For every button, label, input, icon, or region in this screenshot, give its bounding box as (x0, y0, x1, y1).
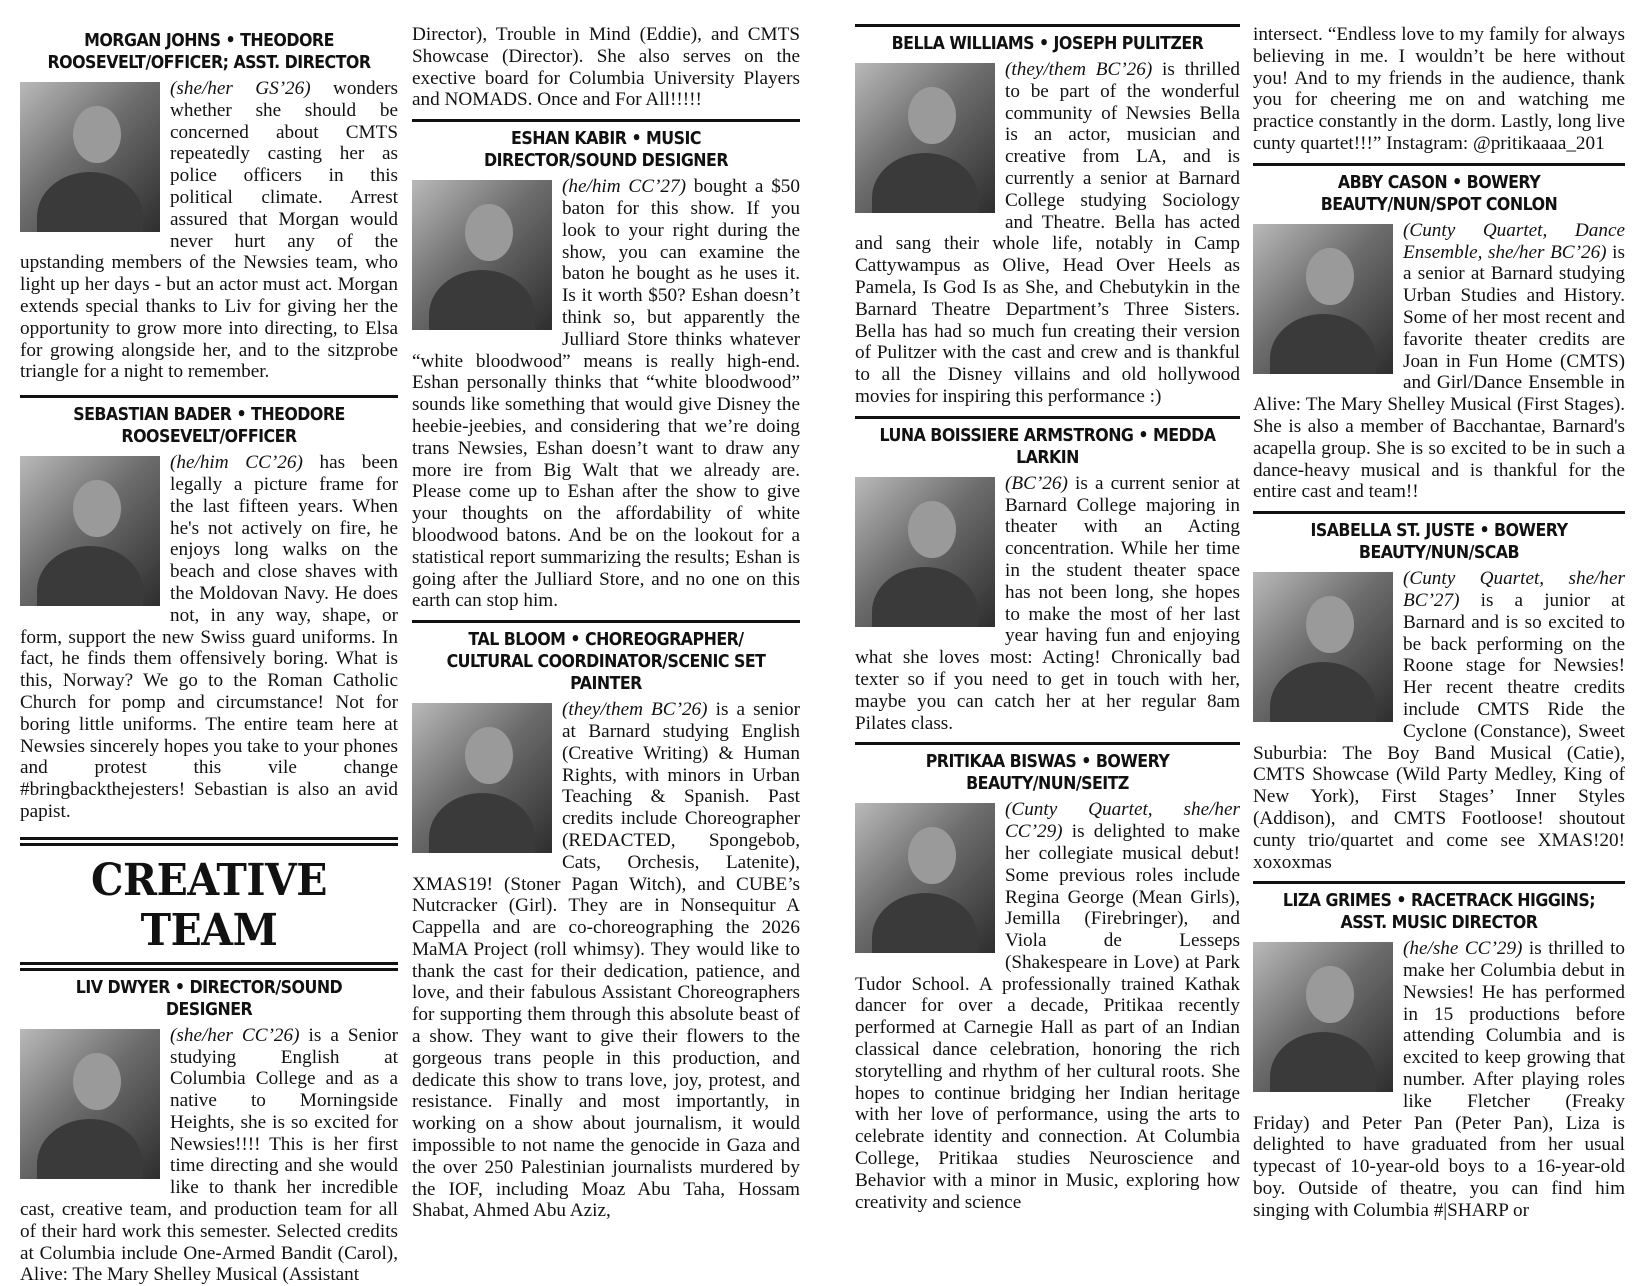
headshot-photo (20, 1029, 160, 1179)
section-divider (20, 837, 398, 846)
bio-pritikaa-biswas-continued: intersect. “Endless love to my family for always believing in me. I wouldn’t be here without you! And to my friends in the audience, thank you for cheering me on and watching me practice constantly in the dorm. Lastly, long live cunty quartet!!!” Instagram: @pritikaaaa_201 (1253, 24, 1625, 154)
headshot-photo (20, 456, 160, 606)
divider (1253, 881, 1625, 884)
bio-header: LIV DWYER • DIRECTOR/SOUND DESIGNER (75, 976, 343, 1020)
headshot-photo (855, 63, 995, 213)
headshot-photo (1253, 572, 1393, 722)
headshot-photo (855, 477, 995, 627)
bio-header: ABBY CASON • BOWERY BEAUTY/NUN/SPOT CONLON (1320, 171, 1558, 215)
divider (412, 620, 800, 623)
bio-text: is a junior at Barnard and is so excited to be back performing on the Roone stage for Newsies! Her recent theatre credits include CMTS Ride the Cyclone (Constance), Sweet Suburbia: The Boy Band Musical (Catie), CMTS Showcase (Wild Party Medley, King of New York), First Stages’ Inner Styles (Addison), and CMTS Footloose! shoutout cunty trio/quartet and come see XMAS!20! xoxoxmas (1253, 589, 1625, 873)
divider (1253, 163, 1625, 166)
divider (1253, 511, 1625, 514)
bio-header: ISABELLA ST. JUSTE • BOWERY BEAUTY/NUN/SCAB (1310, 520, 1568, 564)
bio-text: is thrilled to be part of the wonderful community of Newsies Bella is an actor, musician and creative from LA, and is currently a senior at Barnard College studying Sociology and Theatre. Bella has acted and sang their whole life, notably in Camp Cattywampus as Olive, Head Over Heels as Pamela, Is God Is as She, and Chebutykin in the Barnard Theatre Department’s Three Sisters. Bella has had so much fun creating their version of Pulitzer with the cast and crew and is thankful to all the Disney villains and old hollywood movies for inspiring this performance :) (855, 59, 1240, 407)
right-page (825, 0, 1650, 1275)
bio-pronouns: (Cunty Quartet, she/her BC’27) (1403, 568, 1625, 611)
bio-header: MORGAN JOHNS • THEODORE ROOSEVELT/OFFICER; ASST. DIRECTOR (47, 30, 371, 73)
bio-text: is a current senior at Barnard College majoring in theater with an Acting concentration. While her time in the student theater space has not been long, she hopes to make the most of her last year having fun and enjoying what she loves most: Acting! Chronically bad texter so if you need to get in touch with her, maybe you can catch her at her regular 8am Pilates class. (855, 472, 1240, 734)
bio-pronouns: (he/she CC’29) (1403, 938, 1523, 960)
section-title-creative-team: CREATIVE TEAM (90, 854, 328, 956)
left-column-2 (412, 24, 800, 1222)
headshot-photo (1253, 224, 1393, 374)
headshot-photo (20, 82, 160, 232)
bio-pronouns: (she/her GS’26) (170, 78, 311, 99)
bio-text: is a Senior studying English at Columbia College and as a native to Morningside Heights, she is so excited for Newsies!!!! This is her first time directing and she would like to thank her incredible cast, creative team, and production team for all of their hard work this semester. Selected credits at Columbia include One-Armed Bandit (Carol), Alive: The Mary Shelley Musical (Assistant (20, 1024, 398, 1286)
bio-bella-williams (855, 33, 1240, 408)
headshot-photo (412, 180, 552, 330)
bio-header: PRITIKAA BISWAS • BOWERY BEAUTY/NUN/SEITZ (925, 751, 1170, 795)
headshot-photo (1253, 942, 1393, 1092)
bio-header: ESHAN KABIR • MUSIC DIRECTOR/SOUND DESIGNER (483, 128, 729, 172)
divider (20, 395, 398, 398)
bio-header: TAL BLOOM • CHOREOGRAPHER/ CULTURAL COORDINATOR/SCENIC SET PAINTER (446, 629, 766, 695)
bio-liv-dwyer-continued: Director), Trouble in Mind (Eddie), and CMTS Showcase (Director). She also serves on the exective board for Columbia University Players and NOMADS. Once and For All!!!!! (412, 24, 800, 111)
bio-text: is delighted to make her collegiate musical debut! Some previous roles include Regina George (Mean Girls), Jemilla (Firebringer), and Viola de Lesseps (Shakespeare in Love) at Park Tudor School. A professionally trained Kathak dancer for over a decade, Pritikaa recently performed at Carnegie Hall as part of an Indian classical dance celebration, honoring the rich storytelling and rhythm of her cultural roots. She hopes to continue bridging her Indian heritage with her love of performance, using the arts to celebrate identity and connection. At Columbia College, Pritikaa studies Neuroscience and Behavior with a minor in Music, exploring how creativity and science (855, 821, 1240, 1213)
bio-abby-cason (1253, 172, 1625, 503)
bio-isabella-st-juste (1253, 520, 1625, 873)
bio-pritikaa-biswas (855, 751, 1240, 1213)
bio-luna-boissiere-armstrong (855, 425, 1240, 735)
bio-pronouns: (she/her CC’26) (170, 1024, 300, 1046)
headshot-photo (412, 703, 552, 853)
divider (412, 119, 800, 122)
bio-pronouns: (they/them BC’26) (562, 699, 708, 721)
bio-text: is a senior at Barnard studying Urban Studies and History. Some of her most recent and favorite theater credits are Joan in Fun Home (CMTS) and Girl/Dance Ensemble in Alive: The Mary Shelley Musical (First Stages). She is also a member of Bacchantae, Barnard's acapella group. She is so excited to be in such a dance-heavy musical and is thankful for the entire cast and team!! (1253, 241, 1625, 503)
bio-tal-bloom (412, 629, 800, 1222)
bio-liza-grimes (1253, 890, 1625, 1221)
bio-text: wonders whether she should be concerned about CMTS repeatedly casting her as police officers in this political climate. Arrest assured that Morgan would never hurt any of the upstanding members of the Newsies team, who light up her days - but an actor must act. Morgan extends special thanks to Liv for giving her the opportunity to grow more into directing, to Elsa for growing alongside her, and to the sitzprobe triangle for a night to remember. (20, 78, 398, 383)
bio-header: LIZA GRIMES • RACETRACK HIGGINS; ASST. MUSIC DIRECTOR (1282, 890, 1596, 934)
bio-pronouns: (Cunty Quartet, Dance Ensemble, she/her BC’26) (1403, 219, 1625, 263)
bio-text: has been legally a picture frame for the last fifteen years. When he's not actively on fire, he enjoys long walks on the beach and close shaves with the Moldovan Navy. He does not, in any way, shape, or form, support the new Swiss guard uniforms. In fact, he finds them offensively boring. What is this, Norway? We go to the Roman Catholic Church for pomp and circumstance! Not for boring little uniforms. The entire team here at Newsies sincerely hopes you take to your phones and protest this vile change #bringbackthejesters! Sebastian is also an avid papist. (20, 452, 398, 822)
bio-sebastian-bader (20, 404, 398, 823)
bio-pronouns: (BC’26) (1005, 472, 1068, 494)
bio-pronouns: (he/him CC’27) (562, 176, 686, 198)
divider (855, 416, 1240, 419)
bio-liv-dwyer (20, 977, 398, 1286)
headshot-photo (855, 803, 995, 953)
bio-eshan-kabir (412, 128, 800, 612)
bio-pronouns: (he/him CC’26) (170, 452, 303, 474)
divider (855, 742, 1240, 745)
bio-text: is thrilled to make her Columbia debut in Newsies! He has performed in 15 productions before attending Columbia and is excited to keep growing that number. After playing roles like Fletcher (Freaky Friday) and Peter Pan (Peter Pan), Liza is delighted to have graduated from her usual typecast of 10-year-old boys to a 16-year-old boy. Outside of theatre, you can find him singing with Columbia #|SHARP or (1253, 938, 1625, 1221)
section-divider (20, 962, 398, 971)
bio-header: LUNA BOISSIERE ARMSTRONG • MEDDA LARKIN (879, 424, 1216, 468)
bio-header: SEBASTIAN BADER • THEODORE ROOSEVELT/OFFICER (73, 404, 345, 448)
right-column-1 (855, 24, 1240, 1213)
left-column-1 (20, 24, 398, 1286)
bio-pronouns: (Cunty Quartet, she/her CC’29) (1005, 799, 1240, 843)
divider (855, 24, 1240, 27)
bio-header: BELLA WILLIAMS • JOSEPH PULITZER (891, 33, 1204, 54)
bio-morgan-johns (20, 30, 398, 383)
bio-text: bought a $50 baton for this show. If you look to your right during the show, you can examine the baton he bought as he uses it. Is it worth $50? Eshan doesn’t think so, but apparently the Julliard Store thinks whatever “white bloodwood” means is really high-end. Eshan personally thinks that “white bloodwood” sounds like something that would give Disney the heebie-jeebies, and considering that we’re doing trans Newsies, Eshan doesn’t want to draw any more ire from Big Walt that we already are. Please come up to Eshan after the show to give your thoughts on the affordability of white bloodwood batons. And be on the lookout for a statistical report summarizing the results; Eshan is going after the Julliard Store, and no one on this earth can stop him. (412, 176, 800, 612)
bio-text: is a senior at Barnard studying English (Creative Writing) & Human Rights, with minors in Urban Teaching & Spanish. Past credits include Choreographer (REDACTED, Spongebob, Cats, Orchesis, Latenite), XMAS19! (Stoner Pagan Witch), and CUBE’s Nutcracker (Girl). They are in Nonsequitur A Cappella and are co-choreographing the 2026 MaMA Project (roll whimsy). They would like to thank the cast for their dedication, patience, and love, and their fabulous Assistant Choreographers for supporting them through this absolute beast of a show. They want to give their flowers to the gorgeous trans people in this production, and dedicate this show to trans love, joy, protest, and resistance. Finally and most importantly, in working on a show about journalism, it would impossible to not name the genocide in Gaza and the over 250 Palestinian journalists murdered by the IOF, including Moaz Abu Taha, Hossam Shabat, Ahmed Abu Aziz, (412, 699, 800, 1222)
bio-pronouns: (they/them BC’26) (1005, 59, 1153, 80)
right-column-2 (1253, 24, 1625, 1222)
